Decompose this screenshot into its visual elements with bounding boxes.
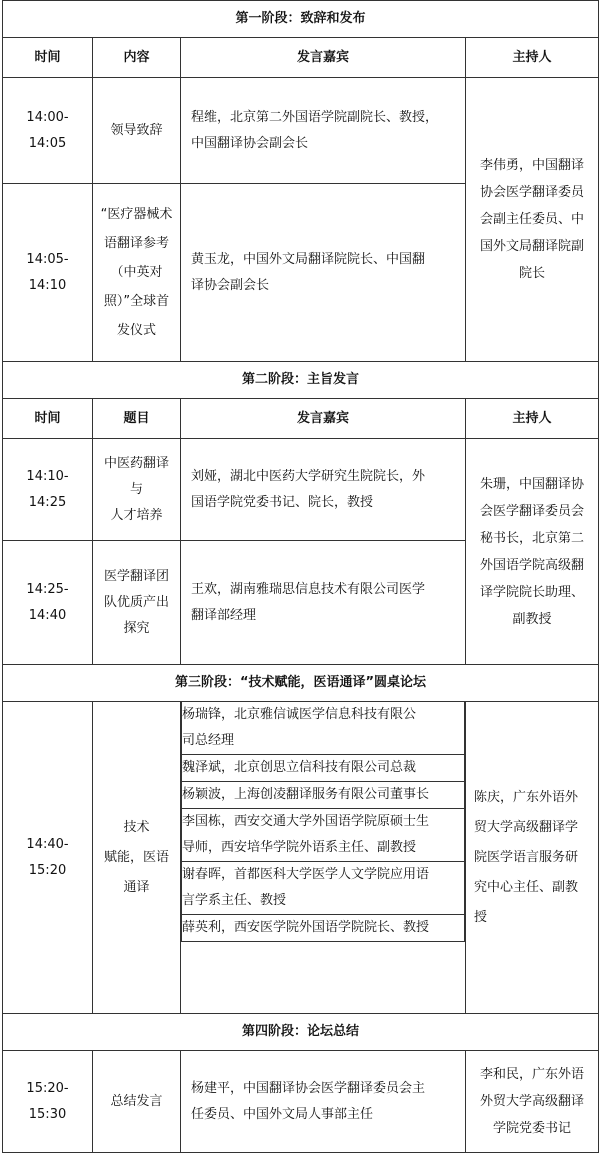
topic-cell: 技术 赋能，医语 通译 [93, 702, 181, 1014]
header-speakers: 发言嘉宾 [181, 399, 466, 439]
header-host: 主持人 [466, 399, 599, 439]
speaker-cell: 黄玉龙，中国外文局翻译院院长、中国翻 译协会副会长 [181, 184, 466, 362]
content-cell: 领导致辞 [93, 78, 181, 184]
host-cell: 李伟勇，中国翻译 协会医学翻译委员 会副主任委员、中 国外文局翻译院副 院长 [466, 78, 599, 362]
speaker-cell: 杨建平，中国翻译协会医学翻译委员会主 任委员、中国外文局人事部主任 [181, 1051, 466, 1153]
stage1-header-row [3, 38, 599, 78]
speaker-list [181, 702, 465, 942]
speaker-list-cell [181, 702, 466, 1014]
content-cell: “医疗器械术 语翻译参考 （中英对 照）”全球首 发仪式 [93, 184, 181, 362]
stage4-title: 第四阶段：论坛总结 [3, 1014, 599, 1051]
host-cell: 李和民，广东外语 外贸大学高级翻译 学院党委书记 [466, 1051, 599, 1153]
speaker-cell: 程维，北京第二外国语学院副院长、教授， 中国翻译协会副会长 [181, 78, 466, 184]
stage3-title: 第三阶段：“技术赋能，医语通译”圆桌论坛 [3, 665, 599, 702]
table-row [3, 1051, 599, 1153]
table-row [3, 702, 599, 1014]
list-item: 魏泽斌，北京创思立信科技有限公司总裁 [182, 755, 465, 782]
time-cell: 14:40- 15:20 [3, 702, 93, 1014]
host-cell: 朱珊，中国翻译协 会医学翻译委员会 秘书长，北京第二 外国语学院高级翻 译学院院长助理、 副教授 [466, 439, 599, 665]
topic-cell: 总结发言 [93, 1051, 181, 1153]
schedule-table [2, 0, 599, 1153]
stage1-title: 第一阶段：致辞和发布 [3, 1, 599, 38]
header-speakers: 发言嘉宾 [181, 38, 466, 78]
list-item: 谢春晖，首都医科大学医学人文学院应用语 言学系主任、教授 [182, 862, 465, 915]
stage2-header-row [3, 399, 599, 439]
header-host: 主持人 [466, 38, 599, 78]
stage2-title: 第二阶段：主旨发言 [3, 362, 599, 399]
header-time: 时间 [3, 38, 93, 78]
header-content: 内容 [93, 38, 181, 78]
list-item: 杨颖波，上海创凌翻译服务有限公司董事长 [182, 782, 465, 809]
stage4-title-row [3, 1014, 599, 1051]
time-cell: 14:25- 14:40 [3, 541, 93, 665]
time-cell: 14:05- 14:10 [3, 184, 93, 362]
stage3-title-row [3, 665, 599, 702]
stage2-title-row [3, 362, 599, 399]
list-item: 薛英利，西安医学院外国语学院院长、教授 [182, 915, 465, 942]
time-cell: 15:20- 15:30 [3, 1051, 93, 1153]
header-time: 时间 [3, 399, 93, 439]
list-item: 杨瑞锋，北京雅信诚医学信息科技有限公 司总经理 [182, 702, 465, 755]
speaker-cell: 王欢，湖南雅瑞思信息技术有限公司医学 翻译部经理 [181, 541, 466, 665]
table-row [3, 78, 599, 184]
table-row [3, 439, 599, 541]
stage1-title-row [3, 1, 599, 38]
host-cell: 陈庆，广东外语外 贸大学高级翻译学 院医学语言服务研 究中心主任、副教 授 [466, 702, 599, 1014]
topic-cell: 医学翻译团 队优质产出 探究 [93, 541, 181, 665]
speaker-cell: 刘娅，湖北中医药大学研究生院院长，外 国语学院党委书记、院长，教授 [181, 439, 466, 541]
list-item: 李国栋，西安交通大学外国语学院原硕士生 导师，西安培华学院外语系主任、副教授 [182, 809, 465, 862]
topic-cell: 中医药翻译 与 人才培养 [93, 439, 181, 541]
time-cell: 14:10- 14:25 [3, 439, 93, 541]
time-cell: 14:00- 14:05 [3, 78, 93, 184]
header-topic: 题目 [93, 399, 181, 439]
